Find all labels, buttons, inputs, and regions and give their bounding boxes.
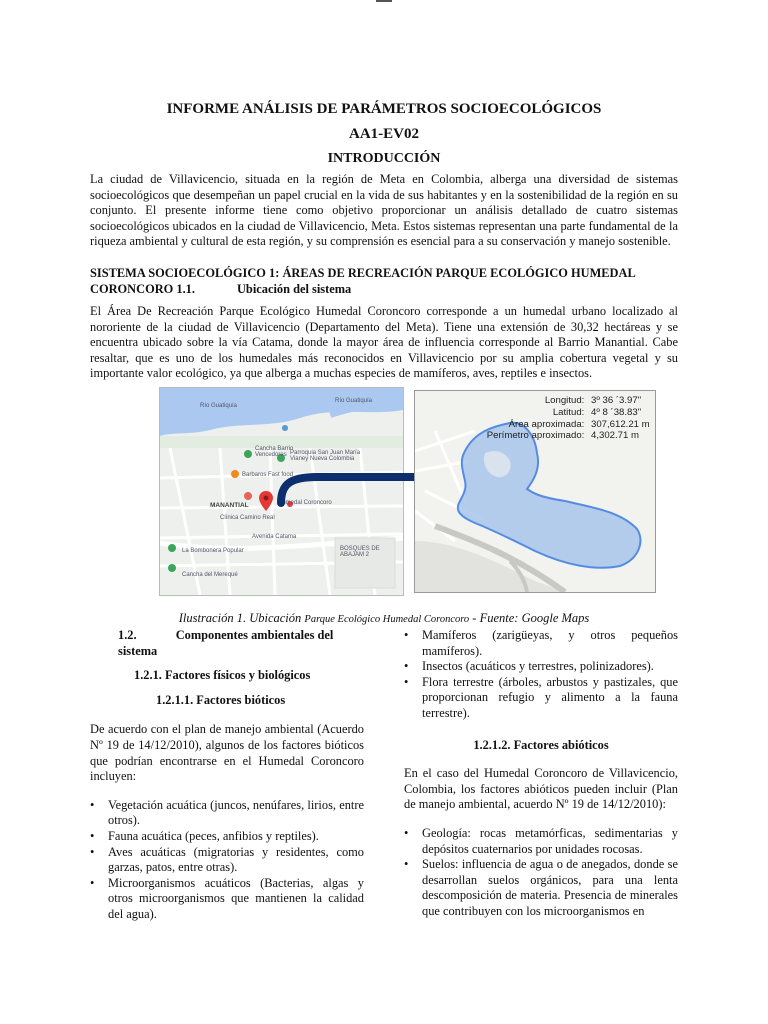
right-column (404, 628, 678, 920)
section1-heading (90, 266, 678, 297)
list-item: • Geología: rocas metamórficas, sedimentarias y depósitos cuaternarios por unidades rocosas. (404, 826, 678, 857)
activity-code: AA1-EV02 (349, 126, 419, 142)
map-label-mereque: Cancha del Merequé (182, 572, 238, 578)
list-item: • Insectos (acuáticos y terrestres, polinizadores). (404, 659, 678, 675)
perimetro-value: 4,302.71 m (591, 430, 640, 442)
map-label-cancha: Cancha Barrio Vencedores (255, 446, 294, 458)
heading-1-2-number: 1.2. (118, 628, 137, 642)
caption-middle: Parque Ecológico Humedal Coroncoro (304, 614, 470, 625)
wetland-area-map (414, 390, 656, 593)
latitud-value: 4º 8 ´38.83" (591, 406, 642, 418)
map-label-river1: Río Guatiquía (200, 403, 238, 409)
latitud-label: Latitud: (552, 406, 585, 418)
map-label-bombonera: La Bombonera Popular (182, 548, 244, 554)
map-label-parroquia: Parroquia San Juan María Vianey Nueva Colombia (290, 450, 361, 462)
intro-paragraph: La ciudad de Villavicencio, situada en la región de Meta en Colombia, alberga una diversidad de sistemas socioecológicos que desempeñan un papel crucial en la vida de sus habitantes y en la sostenibilidad de la región en su conjunto. El presente informe tiene como objetivo proporcionar un análisis detallado de cuatro sistemas socioecológicos ubicados en la ciudad de Villavicencio, Meta. Estos sistemas representan una parte fundamental de la riqueza ambiental y cultural de esta región, y su comprensión es esencial para a su conservación y manejo sostenible. (90, 172, 678, 249)
list-item: • Aves acuáticas (migratorias y residentes, como garzas, patos, entre otras). (90, 845, 364, 876)
section1-heading-line1: SISTEMA SOCIOECOLÓGICO 1: ÁREAS DE RECREACIÓN PARQUE ECOLÓGICO HUMEDAL (90, 266, 636, 280)
longitud-value: 3º 36 ´3.97" (591, 395, 642, 406)
bioticos-paragraph: De acuerdo con el plan de manejo ambiental (Acuerdo Nº 19 de 14/12/2010), algunos de los factores bióticos que podrían encontrarse en el Humedal Coroncoro incluyen: (90, 722, 364, 784)
map-label-river2: Río Guatiquía (335, 398, 373, 404)
heading-1-2-text: Componentes ambientales del sistema (118, 628, 334, 658)
caption-suffix: - Fuente: Google Maps (472, 611, 590, 625)
list-item: • Flora terrestre (árboles, arbustos y pastizales, que proporcionan refugio y alimento a la fauna terrestre). (404, 675, 678, 722)
map-label-humedal: Humedal Coroncoro (278, 500, 332, 506)
caption-prefix: Ilustración 1. Ubicación (178, 611, 302, 625)
map-label-avenida: Avenida Catama (252, 534, 297, 540)
map-label-manantial: MANANTIAL (210, 502, 249, 509)
location-pin-icon (259, 491, 273, 511)
report-title: INFORME ANÁLISIS DE PARÁMETROS SOCIOECOLÓGICOS (166, 101, 602, 117)
heading-1-2-1: 1.2.1. Factores físicos y biológicos (134, 668, 311, 683)
section1-paragraph: El Área De Recreación Parque Ecológico Humedal Coroncoro corresponde a un humedal urbano localizado al nororiente de la ciudad de Villavicencio (Departamento del Meta). Tiene una extensión de 30,32 hectáreas y se encuentra ubicado sobre la vía Catama, donde la mayor área de influencia corresponde al Barrio Manantial. Cabe resaltar, que es uno de los humedales más reconocidos en Villavicencio por su amplia cobertura vegetal y su importante valor ecológico, ya que alberga a muchas especies de mamíferos, aves, reptiles e insectos. (90, 304, 678, 381)
heading-1-2-1-2: 1.2.1.2. Factores abióticos (473, 737, 609, 752)
map-label-clinica: Clínica Camino Real (220, 515, 275, 521)
perimetro-label: Perímetro aproximado: (486, 430, 585, 442)
left-column (90, 628, 364, 923)
intro-heading: INTRODUCCIÓN (327, 151, 441, 166)
longitud-label: Longitud: (544, 395, 585, 406)
list-item: • Suelos: influencia de agua o de anegados, donde se desarrollan suelos orgánicos, para una lenta descomposición de materia. Presencia de minerales que contribuyen con los microorganismos en (404, 857, 678, 919)
list-item: • Vegetación acuática (juncos, nenúfares, lirios, entre otros). (90, 798, 364, 829)
heading-1-2 (118, 628, 364, 659)
list-item: • Mamíferos (zarigüeyas, y otros pequeños mamíferos). (404, 628, 678, 659)
location-maps (159, 387, 654, 594)
heading-1-2-1-1: 1.2.1.1. Factores bióticos (156, 692, 286, 707)
list-item: • Microorganismos acuáticos (Bacterias, algas y otros microorganismos que mantienen la calidad del agua). (90, 876, 364, 923)
bioticos-list (90, 798, 364, 923)
section1-subheading: Ubicación del sistema (236, 281, 352, 296)
figure-caption (0, 611, 768, 626)
list-item: • Fauna acuática (peces, anfibios y reptiles). (90, 829, 364, 845)
map-label-bosques: BOSQUES DE ABAJAM 2 (340, 546, 380, 558)
abioticos-list (404, 826, 678, 920)
page-top-mark (376, 0, 392, 2)
bioticos-list-continued (404, 628, 678, 722)
map-label-barbaros: Barbaros Fast food (242, 472, 294, 478)
area-label: Área aproximada: (508, 418, 585, 430)
abioticos-paragraph: En el caso del Humedal Coroncoro de Villavicencio, Colombia, los factores abióticos pueden incluir (Plan de manejo ambiental, acuerdo Nº 19 de 14/12/2010): (404, 766, 678, 812)
wetland-coordinates (487, 395, 653, 442)
area-value: 307,612.21 m (591, 418, 650, 430)
section1-heading-line2: CORONCORO 1.1. (90, 281, 195, 296)
